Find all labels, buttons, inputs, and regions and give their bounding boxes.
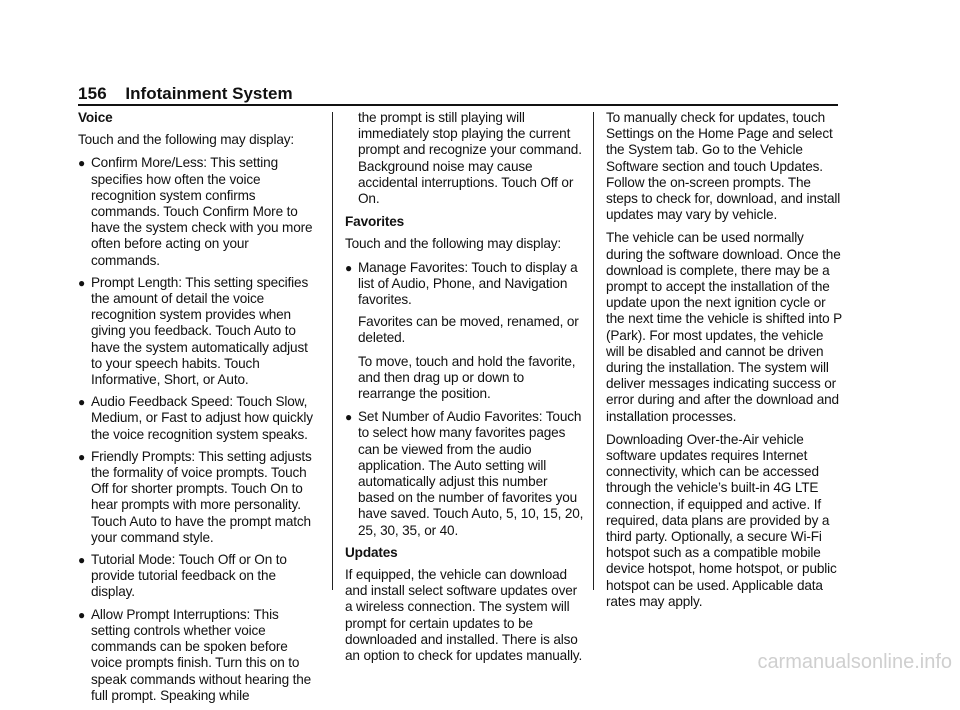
favorites-subtext: Favorites can be moved, renamed, or deleted. [358, 314, 579, 346]
favorites-subtext: To move, touch and hold the favorite, and then drag up or down to rearrange the position. [358, 353, 576, 402]
bullet-icon: ● [345, 260, 353, 275]
header-rule [78, 104, 838, 106]
updates-paragraph: Downloading Over-the-Air vehicle software updates requires Internet connectivity, which can be accessed through the vehicle’s built-in 4G LTE connection, if equipped and active. If required, data plans are provided by a third party. Optionally, a secure Wi-Fi hotspot such as a compatible mobile device hotspot, home hotspot, or public hotspot can be used. Applicable data rates may apply. [606, 431, 837, 609]
column-middle [345, 110, 585, 671]
bullet-icon: ● [78, 449, 86, 464]
column-left [78, 110, 320, 710]
list-item: ● Prompt Length: This setting specifies the amount of detail the voice recognition system provides when giving you feedback. Touch Auto to have the system automatically adjust to your speech habits. Touch Informative, Short, or Auto. [78, 274, 309, 388]
list-item: ● Friendly Prompts: This setting adjusts the formality of voice prompts. Touch Off for shorter prompts. Touch On to hear prompts with more personality. Touch Auto to have the prompt match your command style. [78, 448, 312, 545]
column-divider [332, 112, 333, 590]
continuation-text: the prompt is still playing will immediately stop playing the current prompt and recognize your command. Background noise may cause accidental interruptions. Touch Off or On. [358, 110, 582, 207]
updates-paragraph: To manually check for updates, touch Settings on the Home Page and select the System tab. Go to the Vehicle Software section and touch Updates. Follow the on-screen prompts. The steps to check for, download, and install updates may vary by vehicle. [606, 110, 841, 223]
section-title: Infotainment System [125, 84, 293, 103]
page-number: 156 [78, 84, 107, 103]
bullet-icon: ● [78, 553, 86, 568]
page-header [78, 84, 838, 104]
list-item: ● Set Number of Audio Favorites: Touch to select how many favorites pages can be viewed from the audio application. The Auto setting will automatically adjust this number based on the number of favorites you have saved. Touch Auto, 5, 10, 15, 20, 25, 30, 35, or 40. [345, 409, 584, 538]
list-item: ● Manage Favorites: Touch to display a list of Audio, Phone, and Navigation favorites. [345, 259, 578, 308]
bullet-icon: ● [78, 607, 86, 622]
updates-heading: Updates [345, 544, 398, 560]
favorites-heading: Favorites [345, 214, 405, 230]
favorites-list [345, 409, 585, 539]
list-item: ● Audio Feedback Speed: Touch Slow, Medium, or Fast to adjust how quickly the voice recognition system speaks. [78, 394, 313, 442]
list-item: ● Confirm More/Less: This setting specifies how often the voice recognition system confirms commands. Touch Confirm More to have the system check with you more often before acting on your commands. [78, 155, 313, 268]
bullet-icon: ● [78, 275, 86, 290]
favorites-intro: Touch and the following may display: [345, 236, 562, 252]
voice-list [78, 155, 320, 704]
column-right [606, 110, 842, 617]
bullet-icon: ● [78, 156, 86, 171]
bullet-icon: ● [78, 395, 86, 410]
voice-intro: Touch and the following may display: [78, 132, 295, 148]
watermark: carmanualsonline.info [757, 651, 952, 673]
favorites-list [345, 260, 585, 309]
list-item: ● Tutorial Mode: Touch Off or On to provide tutorial feedback on the display. [78, 552, 287, 600]
updates-paragraph: The vehicle can be used normally during the software download. Once the download is complete, there may be a prompt to accept the installation of the update upon the next ignition cycle or the next time the vehicle is shifted into P (Park). For most updates, the vehicle will be disabled and cannot be driven during the installation. The system will deliver messages indicating success or error during and after the download and installation processes. [606, 230, 842, 424]
list-item: ● Allow Prompt Interruptions: This setting controls whether voice commands can be spoken before voice prompts finish. Turn this on to speak commands without hearing the full prompt. Speaking while [78, 606, 312, 703]
bullet-icon: ● [345, 410, 353, 425]
updates-text: If equipped, the vehicle can download and install select software updates over a wireless connection. The system will prompt for certain updates to be downloaded and installed. There is also an option to check for updates manually. [345, 567, 583, 664]
column-divider [593, 112, 594, 590]
voice-heading: Voice [78, 110, 113, 125]
